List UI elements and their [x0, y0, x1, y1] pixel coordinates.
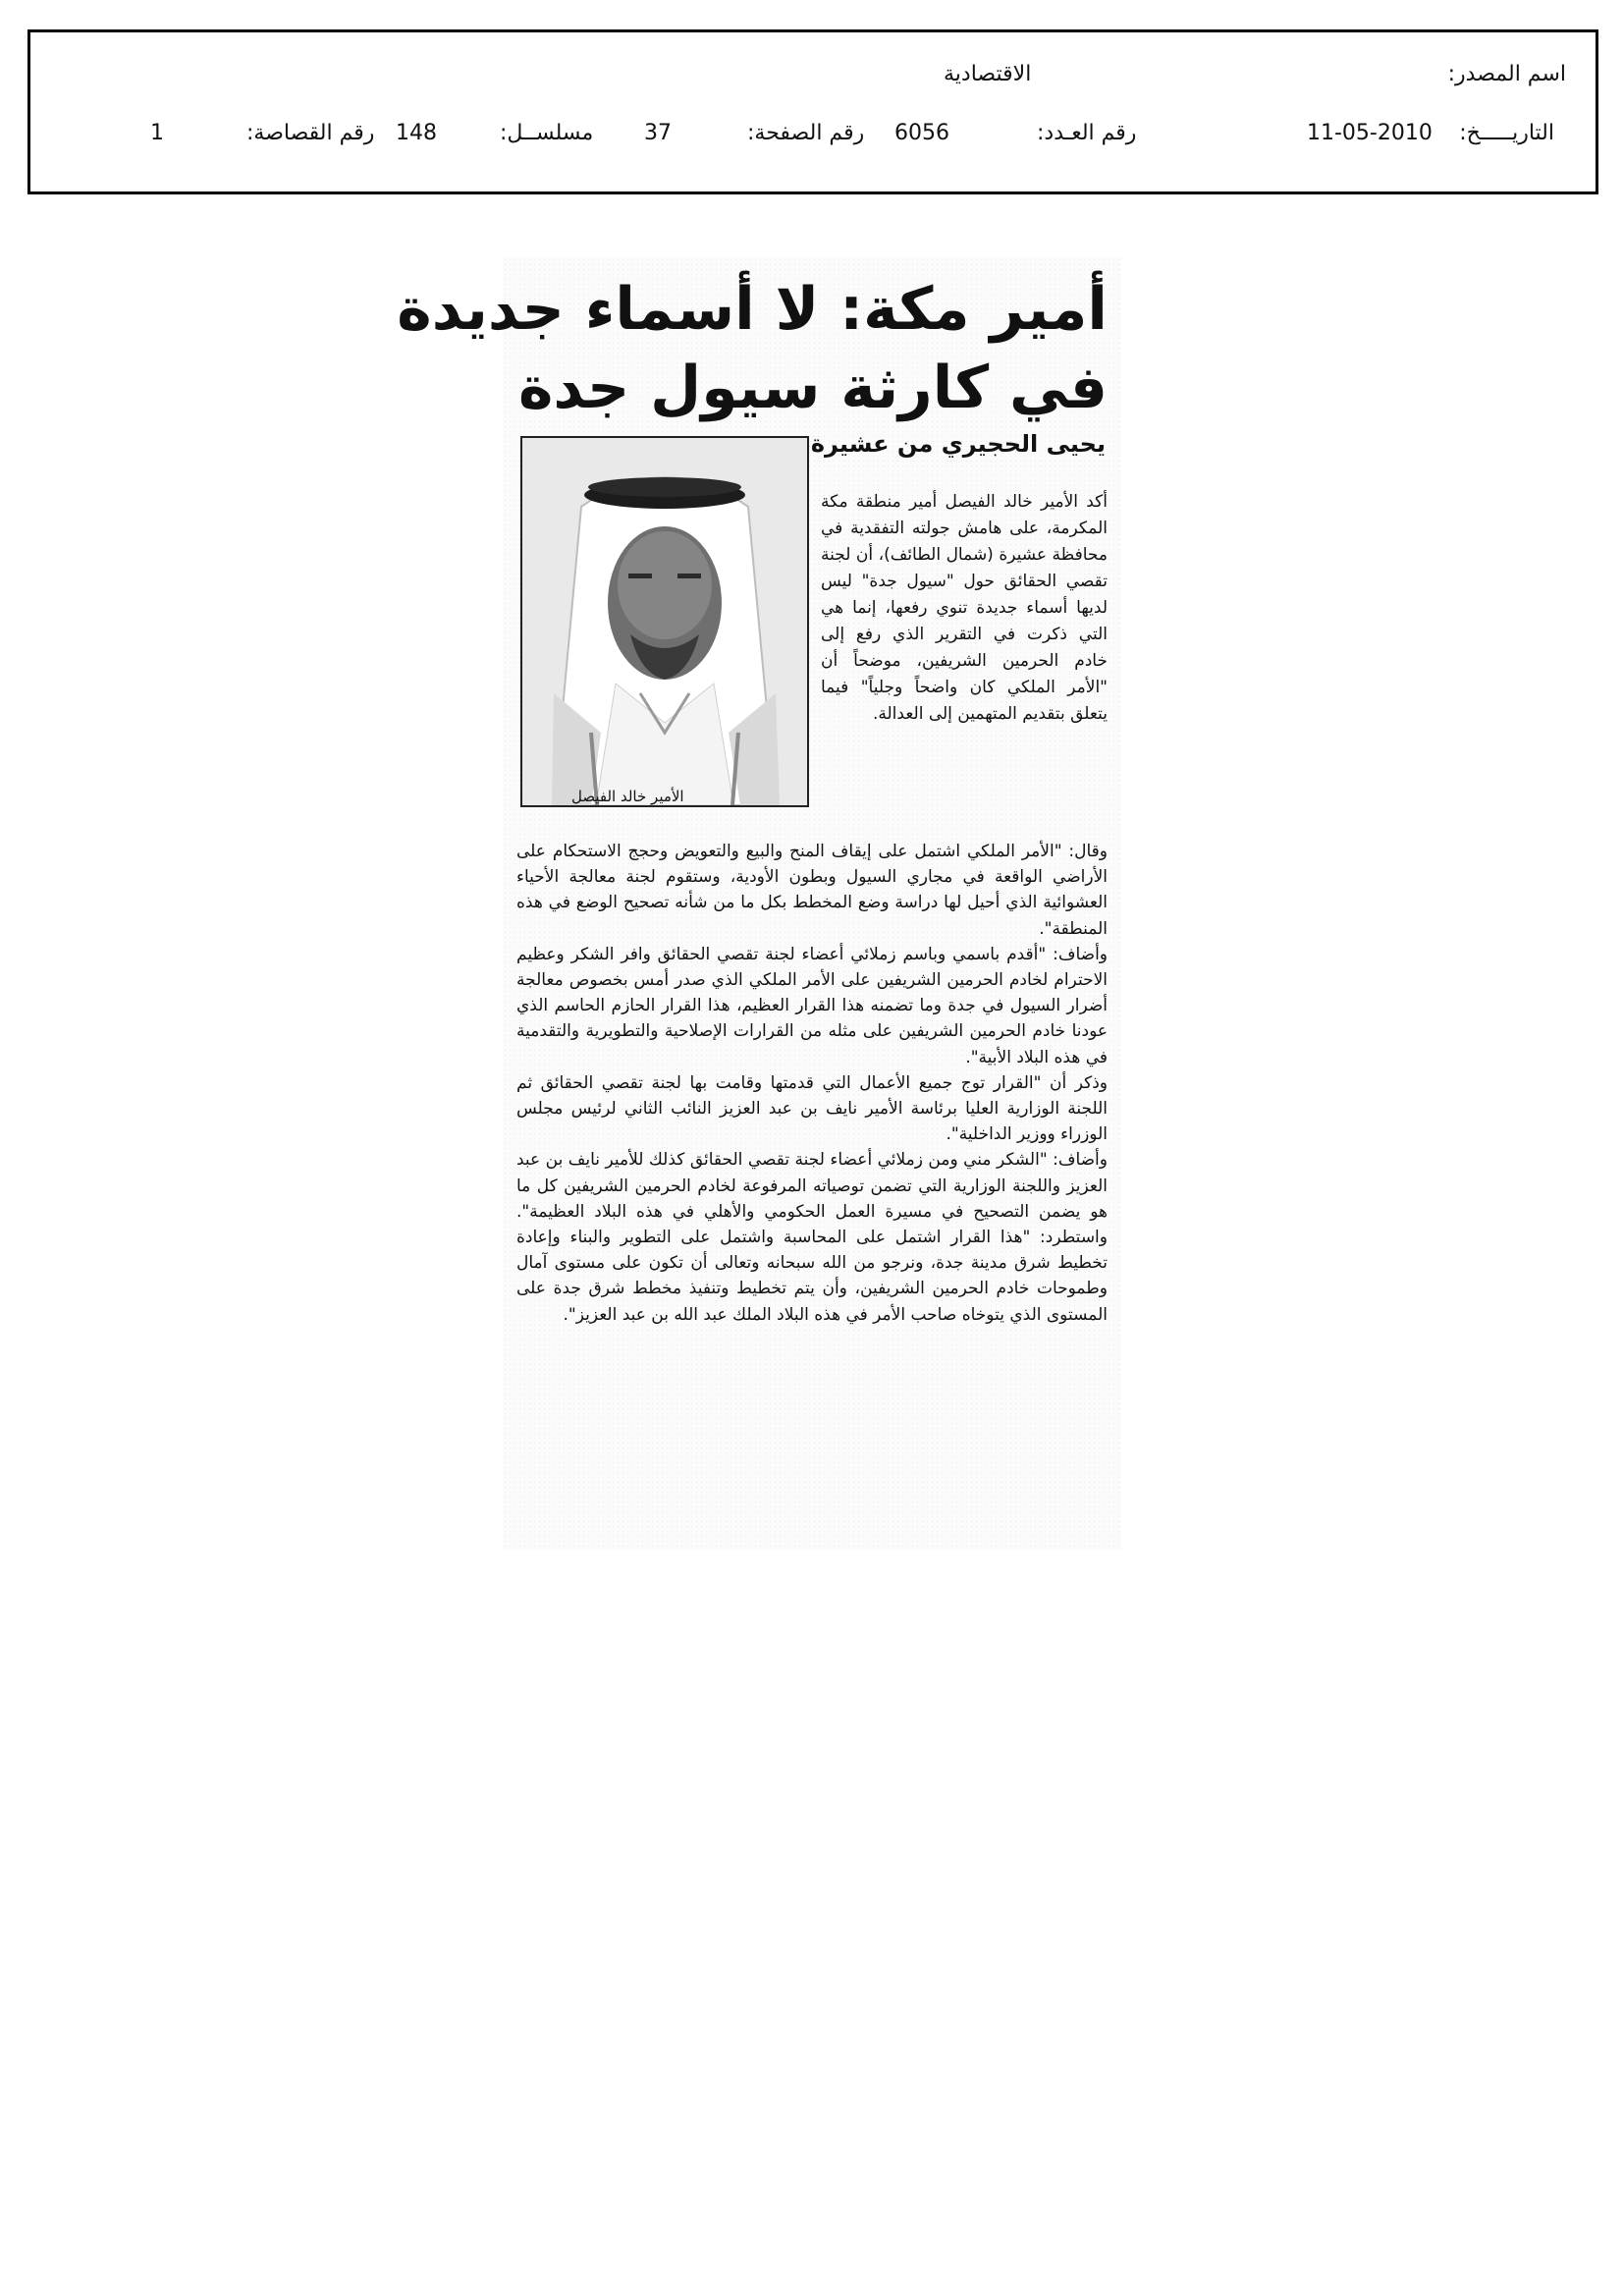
article-body [516, 839, 1108, 1328]
headline-line-2: في كارثة سيول جدة [517, 354, 1108, 422]
body-paragraph-4: وأضاف: "الشكر مني ومن زملائي أعضاء لجنة تقصي الحقائق كذلك للأمير نايف بن عبد العزيز واللجنة الوزارية التي تضمن توصياته المرفوعة لخادم الحرمين الشريفين كل ما هو يضمن التصحيح في مسيرة العمل الحكومي والأهلي في هذه البلاد العظيمة". واستطرد: "هذا القرار اشتمل على المحاسبة واشتمل على التطوير والبناء وإعادة تخطيط شرق مدينة جدة، ونرجو من الله سبحانه وتعالى أن تكون على مستوى آمال وطموحات خادم الحرمين الشريفين، وأن يتم تخطيط وتنفيذ مخطط شرق جدة على المستوى الذي يتوخاه صاحب الأمر في هذه البلاد الملك عبد الله بن عبد العزيز". [516, 1150, 1108, 1325]
headline-line-1: أمير مكة: لا أسماء جديدة [397, 275, 1108, 344]
clipping-metadata-box [27, 29, 1598, 194]
article-intro-column [821, 489, 1108, 728]
date-label: التاريـــــخ: [1459, 121, 1554, 145]
newspaper-clipping [397, 257, 1121, 1550]
body-paragraph-1: وقال: "الأمر الملكي اشتمل على إيقاف المنح والبيع والتعويض وحجج الاستحكام على الأراضي الواقعة في مجاري السيول وبطون الأودية، وستقوم لجنة معالجة الأحياء العشوائية الذي أحيل لها دراسة وضع المخطط بكل ما من شأنه تصحيح الوضع في هذه المنطقة". [516, 842, 1108, 939]
body-paragraph-3: وذكر أن "القرار توج جميع الأعمال التي قدمتها وقامت بها لجنة تقصي الحقائق ثم اللجنة الوزارية العليا برئاسة الأمير نايف بن عبد العزيز النائب الثاني لرئيس مجلس الوزراء ووزير الداخلية". [516, 1072, 1108, 1145]
portrait-photo [520, 436, 809, 807]
date-value: 11-05-2010 [1307, 121, 1433, 145]
serial-label: مسلســل: [500, 121, 594, 145]
serial-value: 148 [396, 121, 437, 145]
clip-number-label: رقم القصاصة: [246, 121, 375, 145]
portrait-illustration [522, 438, 807, 805]
page-label: رقم الصفحة: [747, 121, 865, 145]
intro-paragraph: أكد الأمير خالد الفيصل أمير منطقة مكة المكرمة، على هامش جولته التفقدية في محافظة عشيرة (شمال الطائف)، أن لجنة تقصي الحقائق حول "سيول جدة" ليس لديها أسماء جديدة تنوي رفعها، إنما هي التي ذكرت في التقرير الذي رفع إلى خادم الحرمين الشريفين، موضحاً أن "الأمر الملكي كان واضحاً وجلياً" فيما يتعلق بتقديم المتهمين إلى العدالة. [821, 492, 1108, 724]
clip-number-value: 1 [150, 121, 164, 145]
byline: يحيى الحجيري من عشيرة [810, 430, 1106, 458]
source-label: اسم المصدر: [1447, 62, 1566, 86]
issue-label: رقم العـدد: [1037, 121, 1137, 145]
body-paragraph-2: وأضاف: "أقدم باسمي وباسم زملائي أعضاء لجنة تقصي الحقائق وافر الشكر وعظيم الاحترام لخادم الحرمين الشريفين على الأمر الملكي الذي صدر أمس بخصوص معالجة أضرار السيول في جدة وما تضمنه هذا القرار العظيم، هذا القرار الحازم الحاسم الذي عودنا خادم الحرمين الشريفين على مثله من القرارات الإصلاحية والتطويرية والتقدمية في هذه البلاد الأبية". [516, 944, 1108, 1067]
page-value: 37 [644, 121, 672, 145]
photo-caption: الأمير خالد الفيصل [571, 788, 684, 805]
source-value: الاقتصادية [944, 62, 1032, 86]
issue-value: 6056 [894, 121, 949, 145]
